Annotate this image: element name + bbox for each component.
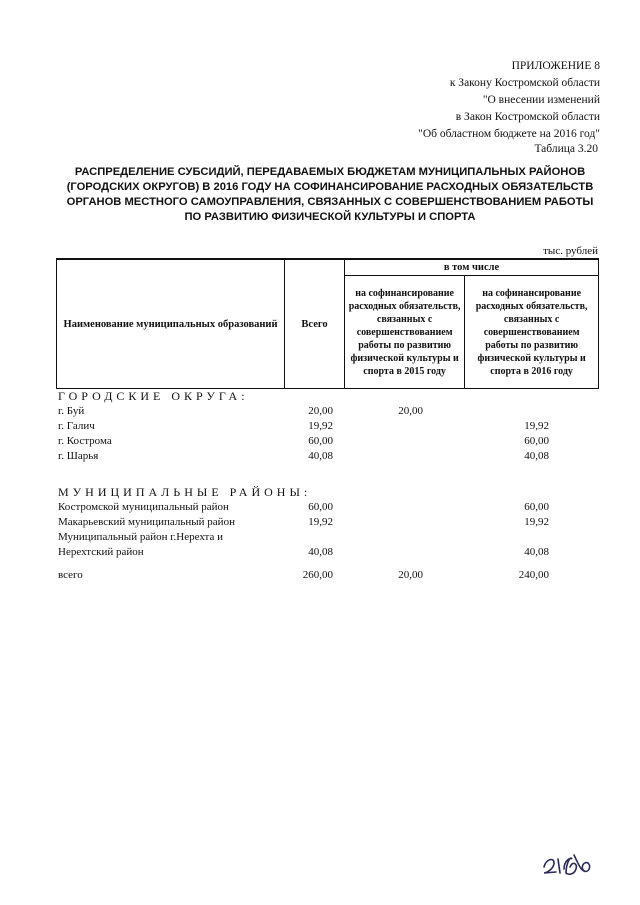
section-title-city-districts: ГОРОДСКИЕ ОКРУГА: [58, 389, 249, 403]
row-2016: 40,08 [524, 450, 549, 462]
header-total: Всего [285, 259, 345, 389]
table-row [58, 530, 600, 545]
table-row [58, 515, 600, 530]
header-including: в том числе [344, 259, 598, 276]
row-total: 260,00 [302, 569, 333, 581]
row-name: г. Галич [58, 420, 95, 432]
header-name: Наименование муниципальных образований [57, 259, 285, 389]
appendix-line: к Закону Костромской области [449, 77, 600, 89]
row-2016: 60,00 [524, 501, 549, 513]
table-number: Таблица 3.20 [534, 143, 598, 155]
appendix-line: ПРИЛОЖЕНИЕ 8 [511, 60, 600, 72]
table-body [58, 388, 600, 583]
row-2016: 60,00 [524, 435, 549, 447]
units-label: тыс. рублей [543, 245, 598, 257]
row-name: г. Буй [58, 405, 85, 417]
header-col-2015: на софинансирование расходных обязательств, связанных с совершенствованием работы по развитию физической культуры и спорта в 2015 году [344, 276, 464, 389]
appendix-line: "О внесении изменений [482, 94, 600, 106]
grand-total-row [58, 568, 600, 583]
table-row [58, 500, 600, 515]
table-header [56, 258, 599, 389]
title-line: (ГОРОДСКИХ ОКРУГОВ) В 2016 ГОДУ НА СОФИНАНСИРОВАНИЕ РАСХОДНЫХ ОБЯЗАТЕЛЬСТВ [66, 181, 594, 193]
title-line: РАСПРЕДЕЛЕНИЕ СУБСИДИЙ, ПЕРЕДАВАЕМЫХ БЮДЖЕТАМ МУНИЦИПАЛЬНЫХ РАЙОНОВ [74, 166, 586, 178]
row-total: 40,08 [308, 450, 333, 462]
row-total: 19,92 [308, 420, 333, 432]
row-2016: 19,92 [524, 516, 549, 528]
table-row [58, 434, 600, 449]
section-title-municipal-districts: МУНИЦИПАЛЬНЫЕ РАЙОНЫ: [58, 485, 312, 499]
row-total: 60,00 [308, 435, 333, 447]
row-2016: 19,92 [524, 420, 549, 432]
table-row [58, 419, 600, 434]
row-2015: 20,00 [398, 405, 423, 417]
header-col-2016: на софинансирование расходных обязательств, связанных с совершенствованием работы по развитию физической культуры и спорта в 2016 году [465, 276, 599, 389]
row-name: Нерехтский район [58, 546, 144, 558]
row-2016: 40,08 [524, 546, 549, 558]
row-name: Макарьевский муниципальный район [58, 516, 235, 528]
row-2016: 240,00 [518, 569, 549, 581]
table-row [58, 449, 600, 464]
appendix-line: "Об областном бюджете на 2016 год" [418, 128, 600, 140]
appendix-line: в Закон Костромской области [455, 111, 600, 123]
row-name: г. Шарья [58, 450, 99, 462]
row-total: 19,92 [308, 516, 333, 528]
row-total: 40,08 [308, 546, 333, 558]
row-total: 60,00 [308, 501, 333, 513]
title-line: ПО РАЗВИТИЮ ФИЗИЧЕСКОЙ КУЛЬТУРЫ И СПОРТА [184, 211, 476, 223]
page-title [60, 165, 600, 225]
row-2015: 20,00 [398, 569, 423, 581]
handwritten-page-number [540, 845, 600, 879]
title-line: ОРГАНОВ МЕСТНОГО САМОУПРАВЛЕНИЯ, СВЯЗАННЫХ С СОВЕРШЕНСТВОВАНИЕМ РАБОТЫ [66, 196, 594, 208]
row-total: 20,00 [308, 405, 333, 417]
appendix-block [418, 58, 600, 143]
row-name: Костромской муниципальный район [58, 501, 229, 513]
row-name: г. Кострома [58, 435, 112, 447]
table-row [58, 404, 600, 419]
row-name: Муниципальный район г.Нерехта и [58, 531, 224, 543]
row-name: всего [58, 569, 83, 581]
table-row [58, 545, 600, 560]
